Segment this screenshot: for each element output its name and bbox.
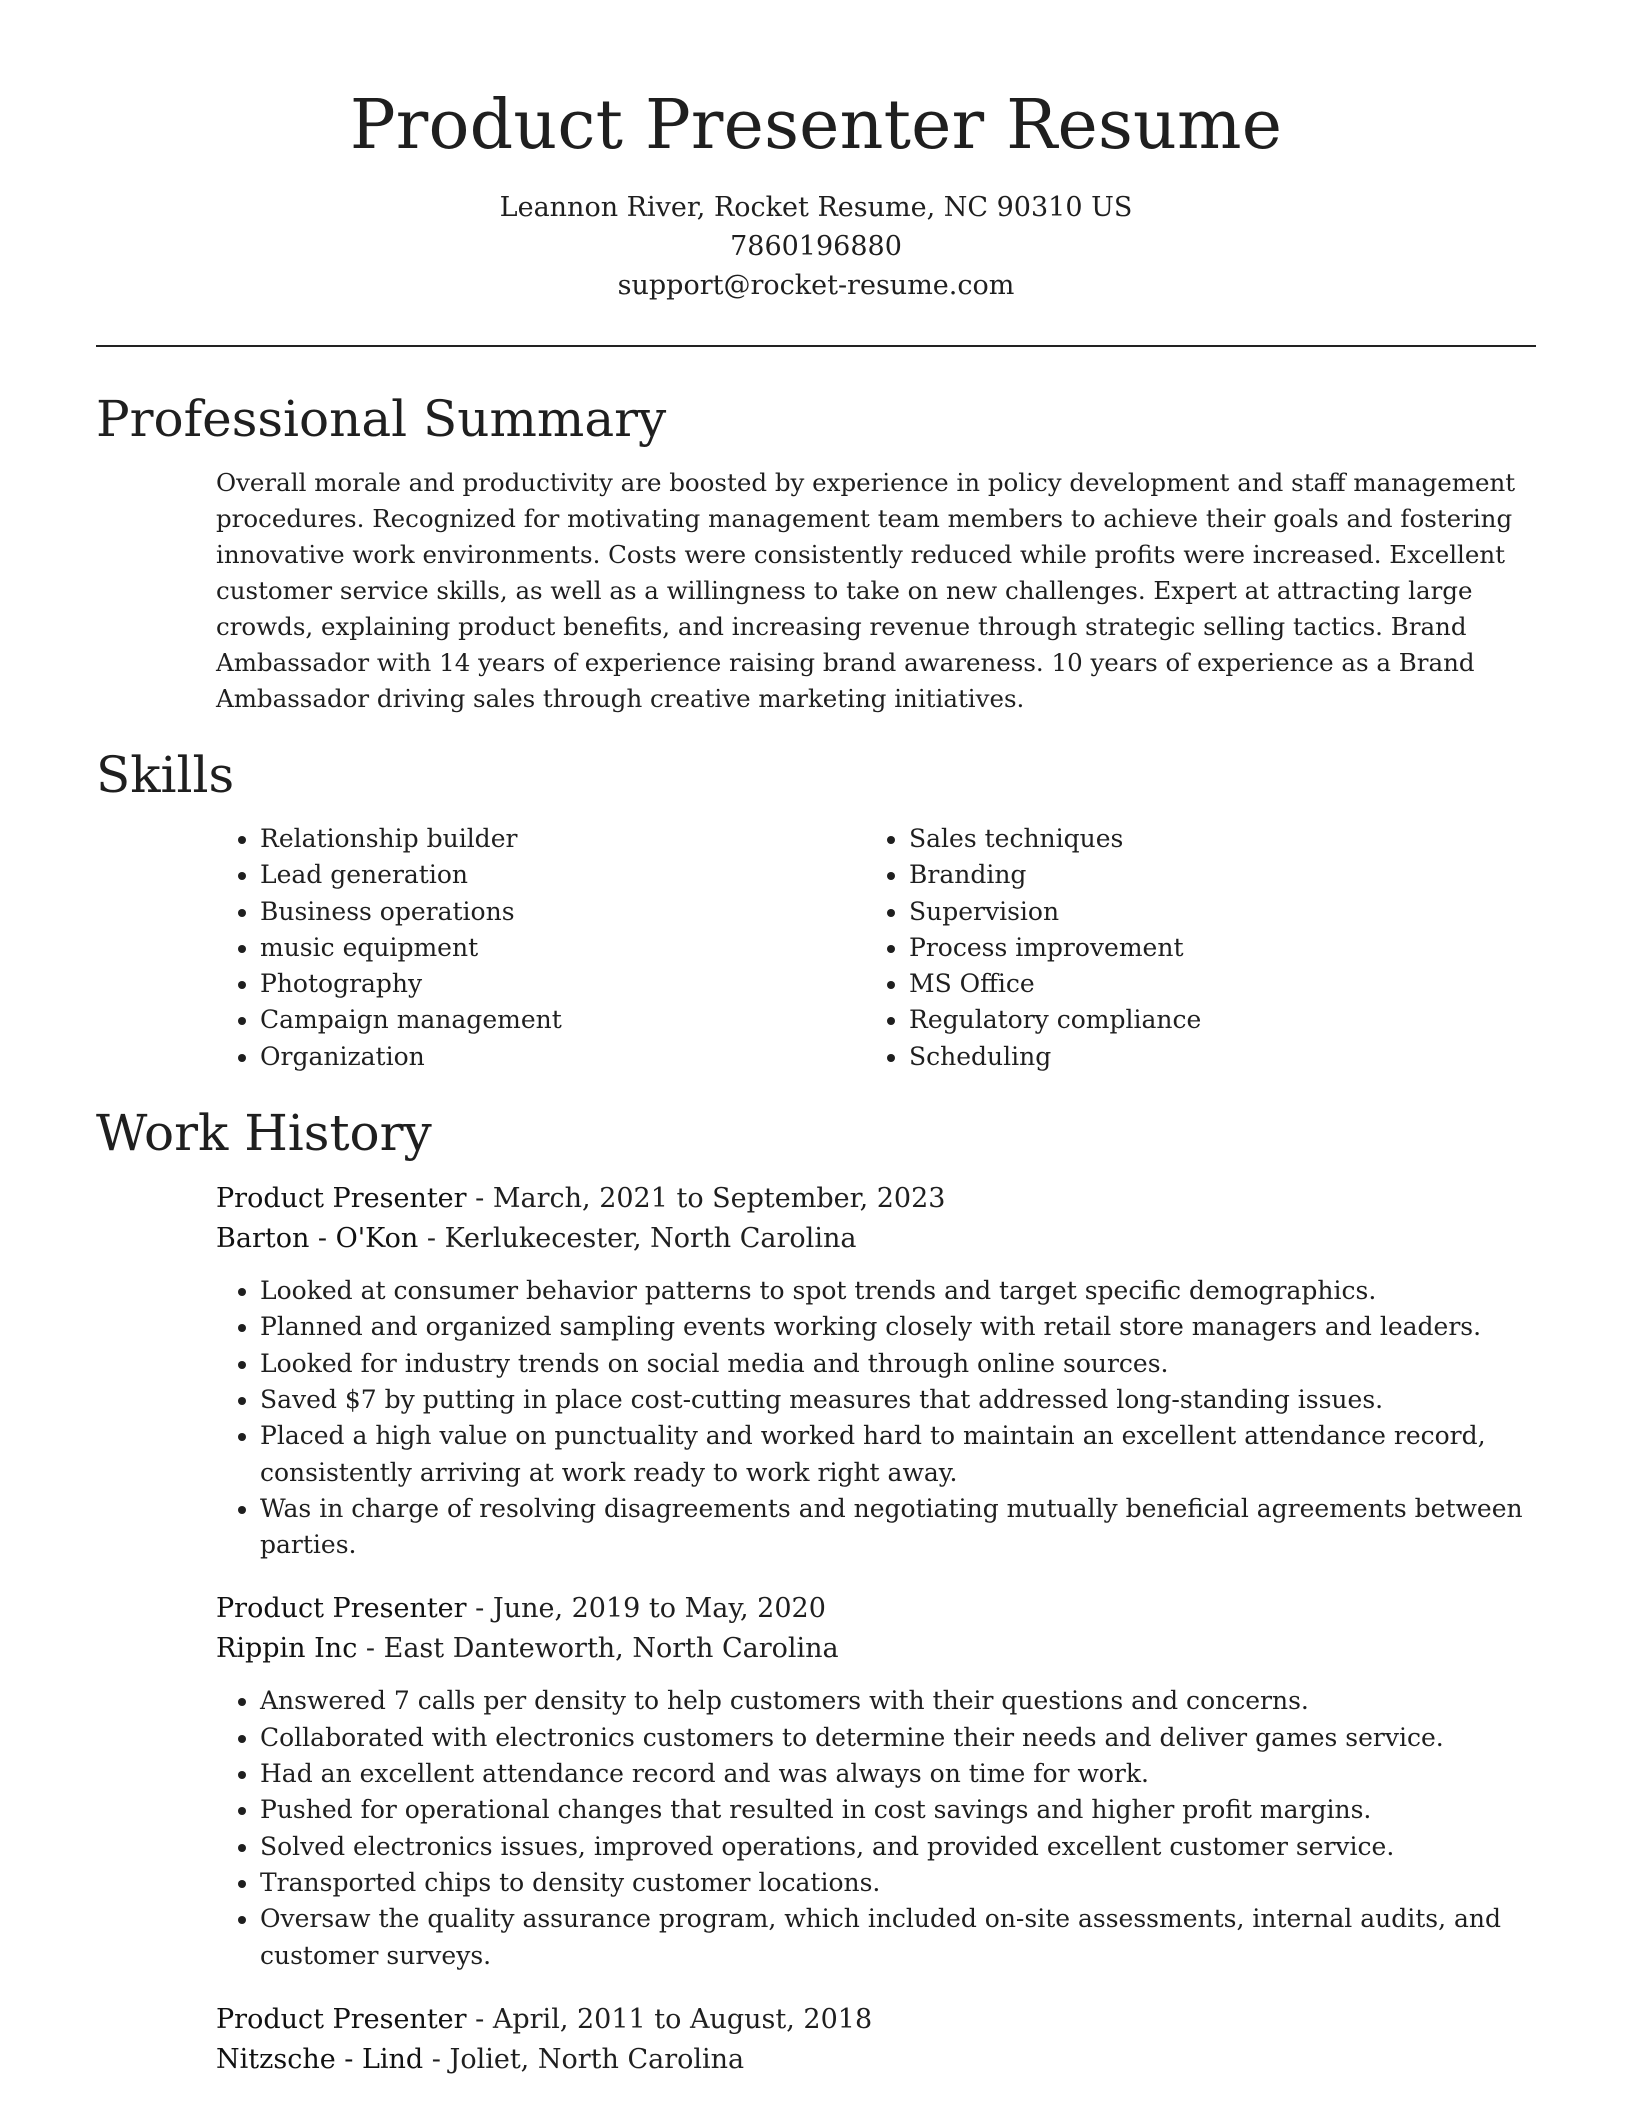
skill-item: • Supervision	[909, 894, 1514, 930]
job-bullet: • Was in charge of resolving disagreements and negotiating mutually beneficial agreements between parties.	[260, 1491, 1536, 1564]
job-dates: - April, 2011 to August, 2018	[466, 2003, 873, 2035]
job-title-line	[216, 1179, 1536, 1219]
resume-header	[96, 0, 1536, 305]
job-bullet: • Placed a high value on punctuality and worked hard to maintain an excellent attendance record, consistently arriving at work ready to work right away.	[260, 1418, 1536, 1491]
work-history-heading: Work History	[96, 1104, 432, 1163]
skill-item: • Branding	[909, 857, 1514, 893]
skill-item: • Business operations	[260, 894, 865, 930]
job-company: Nitzsche - Lind	[216, 2043, 424, 2075]
job-company-line	[216, 1219, 1536, 1259]
job-bullet: • Looked for industry trends on social media and through online sources.	[260, 1346, 1536, 1382]
job-bullet: • Oversaw the quality assurance program, which included on-site assessments, internal audits, and customer surveys.	[260, 1901, 1536, 1974]
job-title: Product Presenter	[216, 2003, 467, 2035]
skill-item: • MS Office	[909, 966, 1514, 1002]
job-entry	[216, 1179, 1536, 1563]
skill-item: • Organization	[260, 1039, 865, 1075]
summary-heading: Professional Summary	[96, 390, 667, 448]
skills-list	[216, 821, 1536, 1075]
job-bullet: • Collaborated with electronics customers to determine their needs and deliver games service.	[260, 1720, 1536, 1756]
job-entry	[216, 1589, 1536, 1973]
job-company-line	[216, 1629, 1536, 1669]
skill-item: • Scheduling	[909, 1039, 1514, 1075]
job-location: - East Danteworth, North Carolina	[357, 1633, 839, 1665]
job-location: - Joliet, North Carolina	[423, 2043, 745, 2075]
job-title-line	[216, 2000, 1536, 2040]
skills-heading: Skills	[96, 746, 235, 804]
job-bullet: • Saved $7 by putting in place cost-cutting measures that addressed long-standing issues.	[260, 1382, 1536, 1418]
resume-title: Product Presenter Resume	[349, 86, 1283, 165]
job-bullet: • Pushed for operational changes that resulted in cost savings and higher profit margins.	[260, 1792, 1536, 1828]
job-company: Barton - O'Kon	[216, 1223, 419, 1255]
job-location: - Kerlukecester, North Carolina	[418, 1223, 857, 1255]
job-bullets	[216, 1683, 1536, 1973]
job-bullet: • Planned and organized sampling events working closely with retail store managers and leaders.	[260, 1309, 1536, 1345]
job-company: Rippin Inc	[216, 1633, 358, 1665]
job-bullet: • Looked at consumer behavior patterns to spot trends and target specific demographics.	[260, 1273, 1536, 1309]
job-dates: - June, 2019 to May, 2020	[466, 1593, 826, 1625]
contact-email: support@rocket-resume.com	[617, 270, 1015, 301]
job-title-line	[216, 1589, 1536, 1629]
job-bullets	[216, 1273, 1536, 1563]
resume-page	[96, 0, 1536, 2112]
contact-address: Leannon River, Rocket Resume, NC 90310 US	[499, 192, 1133, 223]
job-bullet: • Answered 7 calls per density to help customers with their questions and concerns.	[260, 1683, 1536, 1719]
job-bullet: • Transported chips to density customer locations.	[260, 1865, 1536, 1901]
skill-item: • Photography	[260, 966, 865, 1002]
job-bullet: • Had an excellent attendance record and was always on time for work.	[260, 1756, 1536, 1792]
skill-item: • Lead generation	[260, 857, 865, 893]
job-bullet: • Solved electronics issues, improved operations, and provided excellent customer service.	[260, 1829, 1536, 1865]
job-title: Product Presenter	[216, 1593, 467, 1625]
skill-item: • Sales techniques	[909, 821, 1514, 857]
job-dates: - March, 2021 to September, 2023	[466, 1183, 946, 1215]
skill-item: • Campaign management	[260, 1002, 865, 1038]
skill-item: • music equipment	[260, 930, 865, 966]
header-divider	[96, 345, 1536, 347]
job-title: Product Presenter	[216, 1183, 467, 1215]
job-entry	[216, 2000, 1536, 2080]
skill-item: • Regulatory compliance	[909, 1002, 1514, 1038]
skill-item: • Process improvement	[909, 930, 1514, 966]
job-company-line	[216, 2040, 1536, 2080]
contact-block	[96, 188, 1536, 305]
skill-item: • Relationship builder	[260, 821, 865, 857]
skills-column-left	[216, 821, 865, 1075]
summary-text: Overall morale and productivity are boosted by experience in policy development and staff management procedures. Recognized for motivating management team members to achieve their goals and fostering innovative work environments. Costs were consistently reduced while profits were increased. Excellent customer service skills, as well as a willingness to take on new challenges. Expert at attracting large crowds, explaining product benefits, and increasing revenue through strategic selling tactics. Brand Ambassador with 14 years of experience raising brand awareness. 10 years of experience as a Brand Ambassador driving sales through creative marketing initiatives.	[216, 468, 1516, 713]
skills-column-right	[865, 821, 1514, 1075]
contact-phone: 7860196880	[730, 231, 902, 262]
